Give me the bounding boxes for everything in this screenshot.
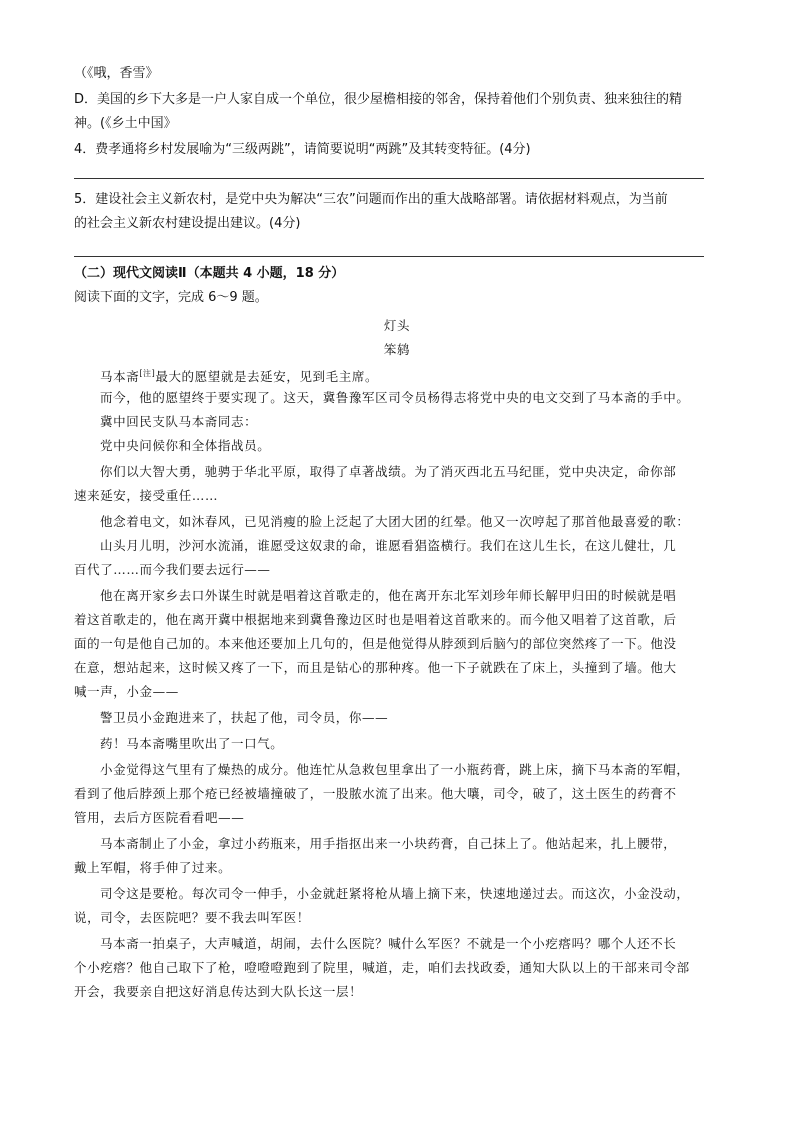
protagonist-name: 马本斋	[100, 369, 140, 385]
paragraph-11-line-3: 管用，去后方医院看看吧——	[74, 810, 245, 825]
song-line-2: 百代了……而今我们要去远行——	[74, 562, 271, 577]
story-author: 笨鸫	[383, 342, 411, 357]
telegram-body-line-2: 速来延安，接受重任……	[74, 488, 219, 503]
paragraph-14-line-2: 个小疙瘩？他自己取下了枪，噔噔噔跑到了院里，喊道，走，咱们去找政委，通知大队以上的干部来司令部	[74, 960, 690, 975]
question-4: 4．费孝通将乡村发展喻为“三级两跳”，请简要说明“两跳”及其转变特征。(4分)	[74, 142, 531, 157]
paragraph-8-line-1: 他在离开家乡去口外谋生时就是唱着这首歌走的，他在离开东北军刘珍年师长解甲归田的时候就是唱	[100, 588, 677, 603]
answer-line-5	[74, 256, 704, 257]
paragraph-8-line-4: 在意，想站起来，这时候又疼了一下，而且是钻心的那种疼。他一下子就跌在了床上，头撞到了墙。他大	[74, 660, 677, 675]
section-heading: （二）现代文阅读Ⅱ（本题共 4 小题，18 分）	[74, 266, 345, 281]
paragraph-14-line-1: 马本斋一拍桌子，大声喊道，胡闹，去什么医院？喊什么军医？不就是一个小疙瘩吗？哪个人还不长	[100, 936, 677, 951]
paragraph-12-line-2: 戴上军帽，将手伸了过来。	[74, 860, 232, 875]
paragraph-1	[100, 364, 760, 387]
paragraph-8-line-3: 面的一句是他自己加的。本来他还要加上几句的，但是他觉得从脖颈到后脑勺的部位突然疼了一下。他没	[74, 636, 677, 651]
telegram-salutation: 冀中回民支队马本斋同志：	[100, 414, 258, 429]
option-d-line-1: D．美国的乡下大多是一户人家自成一个单位，很少屋檐相接的邻舍，保持着他们个别负责、独来独往的精	[74, 92, 683, 107]
telegram-body-line-1: 你们以大智大勇，驰骋于华北平原，取得了卓著战绩。为了消灭西北五马纪匪，党中央决定，命你部	[100, 464, 677, 479]
question-5-line-2: 的社会主义新农村建设提出建议。(4分)	[74, 216, 301, 231]
section-instruction: 阅读下面的文字，完成 6～9 题。	[74, 290, 268, 305]
paragraph-8-line-2: 着这首歌走的，他在离开冀中根据地来到冀鲁豫边区时也是唱着这首歌来的。而今他又唱着了这首歌，后	[74, 612, 677, 627]
question-5-line-1: 5．建设社会主义新农村，是党中央为解决“三农”问题而作出的重大战略部署。请依据材料观点，为当前	[74, 192, 668, 207]
option-d-line-2: 神。(《乡土中国》	[74, 116, 177, 131]
story-title: 灯头	[383, 318, 411, 333]
answer-line-4	[74, 178, 704, 179]
paragraph-11-line-1: 小金觉得这气里有了燥热的成分。他连忙从急救包里拿出了一小瓶药膏，跳上床，摘下马本斋的军帽，	[100, 762, 690, 777]
paragraph-11-line-2: 看到了他后脖颈上那个疮已经被墙撞破了，一股脓水流了出来。他大嚷，司令，破了，这土医生的药膏不	[74, 786, 677, 801]
paragraph-13-line-2: 说，司令，去医院吧？要不我去叫军医！	[74, 910, 310, 925]
paragraph-14-line-3: 开会，我要亲自把这好消息传达到大队长这一层！	[74, 984, 363, 999]
paragraph-13-line-1: 司令这是要枪。每次司令一伸手，小金就赶紧将枪从墙上摘下来，快速地递过去。而这次，小金没动，	[100, 886, 690, 901]
paragraph-1-text: 最大的愿望就是去延安，见到毛主席。	[155, 369, 379, 385]
paragraph-9: 警卫员小金跑进来了，扶起了他，司令员，你——	[100, 710, 389, 725]
song-line-1: 山头月儿明，沙河水流涌，谁愿受这奴隶的命，谁愿看猖盗横行。我们在这儿生长，在这儿健壮，几	[100, 538, 677, 553]
paragraph-8-line-5: 喊一声，小金——	[74, 684, 179, 699]
telegram-greeting: 党中央问候你和全体指战员。	[100, 438, 271, 453]
footnote-marker: [注]	[139, 369, 156, 378]
paragraph-10: 药！马本斋嘴里吹出了一口气。	[100, 736, 284, 751]
paragraph-6: 他念着电文，如沐春风，已见消瘦的脸上泛起了大团大团的红晕。他又一次哼起了那首他最喜爱的歌：	[100, 514, 690, 529]
option-c-source: （《哦，香雪》	[74, 66, 159, 81]
paragraph-12-line-1: 马本斋制止了小金，拿过小药瓶来，用手指抠出来一小块药膏，自己抹上了。他站起来，扎上腰带，	[100, 836, 677, 851]
paragraph-2: 而今，他的愿望终于要实现了。这天，冀鲁豫军区司令员杨得志将党中央的电文交到了马本斋的手中。	[100, 390, 690, 405]
